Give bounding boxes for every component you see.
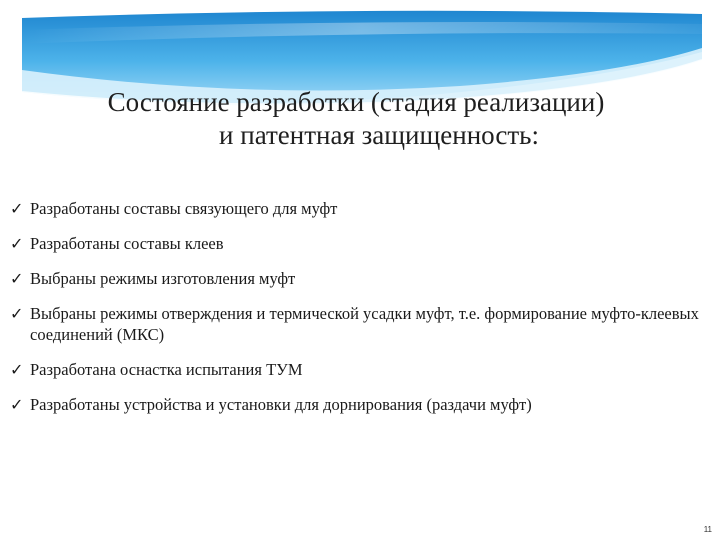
title-line-2: и патентная защищенность: bbox=[219, 120, 539, 150]
list-item bbox=[10, 233, 715, 254]
list-item bbox=[10, 394, 715, 415]
page-number: 11 bbox=[703, 525, 712, 534]
list-item bbox=[10, 198, 715, 219]
check-icon: ✓ bbox=[10, 234, 24, 253]
list-item-text: Разработаны устройства и установки для дорнирования (раздачи муфт) bbox=[30, 395, 532, 414]
check-icon: ✓ bbox=[10, 360, 24, 379]
list-item-text: Выбраны режимы изготовления муфт bbox=[30, 269, 296, 288]
slide-title bbox=[0, 86, 720, 152]
list-item-text: Разработаны составы связующего для муфт bbox=[30, 199, 338, 218]
list-item bbox=[10, 303, 715, 345]
list-item bbox=[10, 359, 715, 380]
list-item bbox=[10, 268, 715, 289]
check-icon: ✓ bbox=[10, 199, 24, 218]
title-line-1: Состояние разработки (стадия реализации) bbox=[107, 87, 605, 117]
bullet-list bbox=[10, 198, 715, 429]
check-icon: ✓ bbox=[10, 269, 24, 288]
list-item-text: Выбраны режимы отверждения и термической усадки муфт, т.е. формирование муфто-клеевых соединений (МКС) bbox=[30, 304, 699, 344]
check-icon: ✓ bbox=[10, 395, 24, 414]
list-item-text: Разработана оснастка испытания ТУМ bbox=[30, 360, 303, 379]
check-icon: ✓ bbox=[10, 304, 24, 323]
list-item-text: Разработаны составы клеев bbox=[30, 234, 224, 253]
